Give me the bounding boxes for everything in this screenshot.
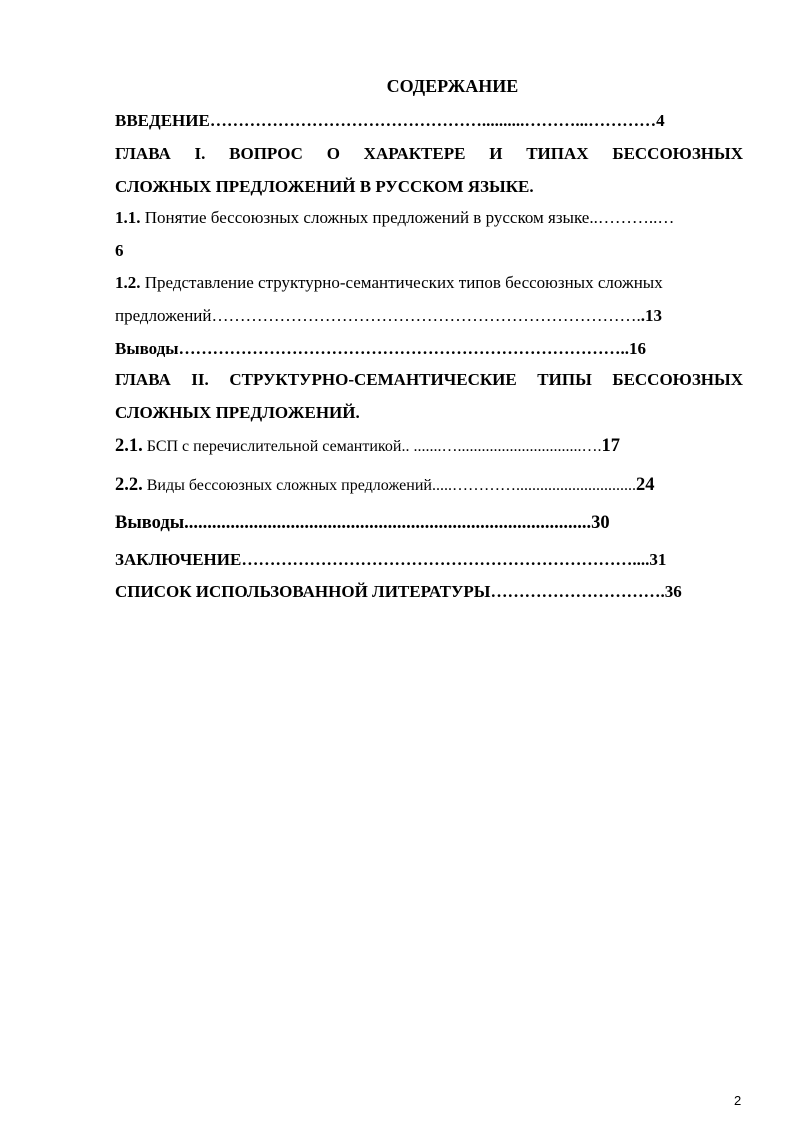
section-number: 2.1. xyxy=(115,436,143,456)
toc-entry-chapter-1-line-1: ГЛАВА I. ВОПРОС О ХАРАКТЕРЕ И ТИПАХ БЕССОЮЗНЫХ xyxy=(115,144,743,163)
section-number: 2.2. xyxy=(115,475,143,495)
section-number: 1.1. xyxy=(115,208,141,227)
toc-entry-conclusion: ЗАКЛЮЧЕНИЕ……………………………………………………………....31 xyxy=(115,550,667,569)
toc-entry-section-1-1 xyxy=(115,208,674,228)
section-title: Виды бессоюзных сложных предложений.....………….............................. xyxy=(142,477,636,494)
section-title-continued: предложений…………………………………………………………………. xyxy=(115,306,641,325)
toc-entry-section-2-1 xyxy=(115,436,620,457)
page-number: 2 xyxy=(734,1093,742,1108)
page-number-ref: .13 xyxy=(640,306,662,325)
section-number: 1.2. xyxy=(115,273,141,292)
toc-entry-section-2-2 xyxy=(115,475,654,496)
section-title: БСП с перечислительной семантикой.. .......…...............................…. xyxy=(142,438,602,455)
toc-entry-introduction: ВВЕДЕНИЕ…………………………………………..........………...…………4 xyxy=(115,111,665,130)
toc-entry-chapter-2-line-1: ГЛАВА II. СТРУКТУРНО-СЕМАНТИЧЕСКИЕ ТИПЫ БЕССОЮЗНЫХ xyxy=(115,370,743,389)
page-number-ref: 24 xyxy=(635,475,655,495)
toc-entry-conclusions-1: Выводы……………………………………………………………………..16 xyxy=(115,339,647,358)
toc-entry-section-1-1-page: 6 xyxy=(115,241,124,260)
page-number-ref: 17 xyxy=(601,436,620,456)
toc-entry-chapter-2-line-2: СЛОЖНЫХ ПРЕДЛОЖЕНИЙ. xyxy=(115,403,360,422)
section-title: Представление структурно-семантических типов бессоюзных сложных xyxy=(140,273,663,292)
toc-entry-section-1-2 xyxy=(115,273,663,293)
toc-entry-references: СПИСОК ИСПОЛЬЗОВАННОЙ ЛИТЕРАТУРЫ………………………….36 xyxy=(115,582,682,601)
toc-entry-section-1-2-line-2 xyxy=(115,306,662,326)
section-title: Понятие бессоюзных сложных предложений в русском языке..………..… xyxy=(140,208,675,227)
toc-title: СОДЕРЖАНИЕ xyxy=(386,76,519,96)
toc-entry-conclusions-2: Выводы........................................................................................30 xyxy=(115,513,610,533)
toc-entry-chapter-1-line-2: СЛОЖНЫХ ПРЕДЛОЖЕНИЙ В РУССКОМ ЯЗЫКЕ. xyxy=(115,177,534,196)
